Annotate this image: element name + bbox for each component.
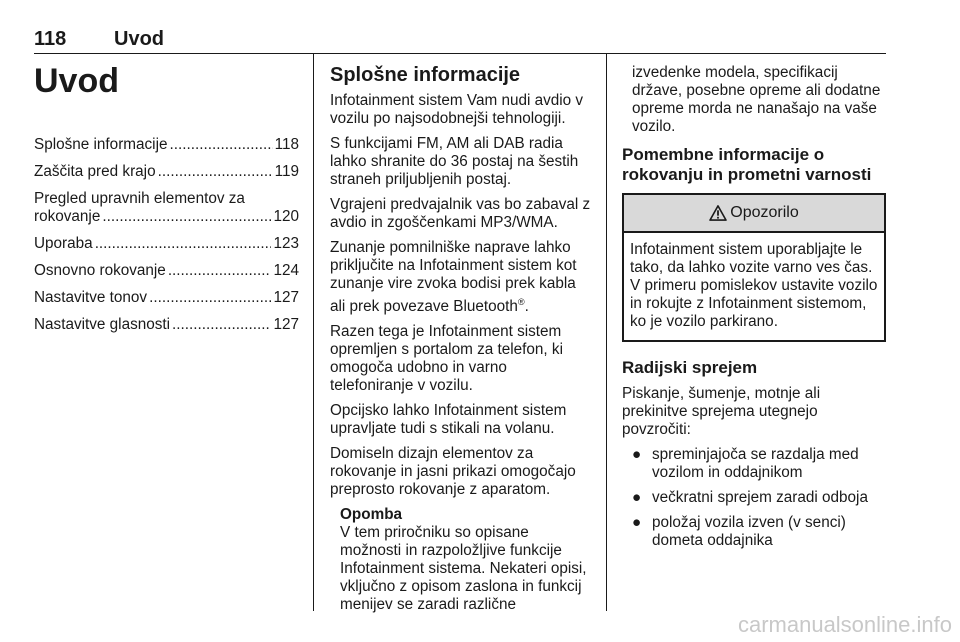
warning-label: Opozorilo [730, 204, 799, 221]
toc-entry[interactable]: Zaščita pred krajo ..... 119 [34, 163, 299, 181]
note-text-continued: izvedenke modela, specifikacij države, posebne opreme ali dodatne opreme morda ne nanašajo na vaše vozilo. [632, 64, 881, 135]
toc-page: 118 [274, 136, 299, 153]
toc-entry[interactable]: Osnovno rokovanje ..... 124 [34, 262, 299, 280]
list-item: ● položaj vozila izven (v senci) dometa oddajnika [632, 514, 846, 549]
paragraph: Opcijsko lahko Infotainment sistem upravljate tudi s stikali na volanu. [330, 402, 567, 438]
note-title: Opomba [340, 506, 403, 524]
radio-title: Radijski sprejem [622, 358, 758, 377]
table-of-contents [34, 136, 299, 334]
note-text: V tem priročniku so opisane možnosti in razpoložljive funkcije Infotainment sistema. Nekateri opisi, vključno z opisom zaslona in funkcij menijev se zaradi različne [340, 524, 587, 614]
running-title: Uvod [114, 28, 164, 50]
toc-entry[interactable]: Pregled upravnih elementov za rokovanje ..... 120 [34, 190, 299, 226]
toc-entry[interactable]: Nastavitve glasnosti ..... 127 [34, 316, 299, 334]
registered-mark: ® [517, 297, 525, 307]
watermark: carmanualsonline.info [737, 612, 952, 637]
toc-column [34, 60, 299, 343]
page-header [34, 28, 886, 50]
paragraph: S funkcijami FM, AM ali DAB radia lahko shranite do 36 postaj na šestih straneh priljubljenih postaj. [330, 135, 579, 188]
warning-triangle-icon [709, 205, 727, 221]
list-item: ● večkratni sprejem zaradi odboja [632, 489, 868, 506]
note-block [340, 506, 592, 614]
header-rule [34, 53, 886, 54]
paragraph: Domiseln dizajn elementov za rokovanje in jasni prikazi omogočajo preprosto rokovanje z aparatom. [330, 445, 576, 499]
bullet-icon: ● [632, 514, 642, 531]
page-number: 118 [34, 28, 67, 50]
safety-column [622, 64, 886, 557]
column-divider-right [606, 54, 607, 611]
bullet-icon: ● [632, 446, 642, 463]
toc-entry[interactable]: Splošne informacije ..... 118 [34, 136, 299, 154]
list-item: ● spreminjajoča se razdalja med vozilom in oddajnikom [632, 446, 859, 481]
toc-entry[interactable]: Nastavitve tonov ..... 127 [34, 289, 299, 307]
toc-page: 127 [273, 316, 299, 333]
toc-page: 123 [273, 235, 299, 252]
safety-title: Pomembne informacije o rokovanju in prometni varnosti [622, 145, 872, 184]
paragraph: Piskanje, šumenje, motnje ali prekinitve sprejema utegnejo povzročiti: [622, 385, 821, 438]
warning-box [622, 193, 886, 342]
bullet-list [622, 446, 886, 550]
paragraph: Vgrajeni predvajalnik vas bo zabaval z avdio in zgoščenkami MP3/WMA. [330, 196, 591, 231]
toc-page: 124 [273, 262, 299, 279]
toc-entry[interactable]: Uporaba ..... 123 [34, 235, 299, 253]
toc-page: 127 [273, 289, 299, 306]
chapter-title: Uvod [34, 62, 119, 100]
paragraph: Razen tega je Infotainment sistem opremljen s portalom za telefon, ki omogoča udobno in varno telefoniranje v vozilu. [330, 323, 563, 395]
toc-page: 120 [273, 208, 299, 225]
general-info-column [330, 64, 592, 614]
toc-page: 119 [274, 163, 299, 180]
section-title: Splošne informacije [330, 64, 521, 86]
paragraph: Zunanje pomnilniške naprave lahko priključite na Infotainment sistem kot zunanje vire zvoka bodisi prek kabla ali prek povezave Bluetooth®. [330, 239, 577, 316]
warning-text: Infotainment sistem uporabljajte le tako, da lahko vozite varno ves čas. V primeru pomislekov ustavite vozilo in rokujte z Infotainment sistemom, ko je vozilo parkirano. [630, 241, 878, 330]
bullet-icon: ● [632, 489, 642, 506]
column-divider-left [313, 54, 314, 611]
warning-header [624, 195, 884, 233]
paragraph: Infotainment sistem Vam nudi avdio v vozilu po najsodobnejši tehnologiji. [330, 92, 584, 127]
